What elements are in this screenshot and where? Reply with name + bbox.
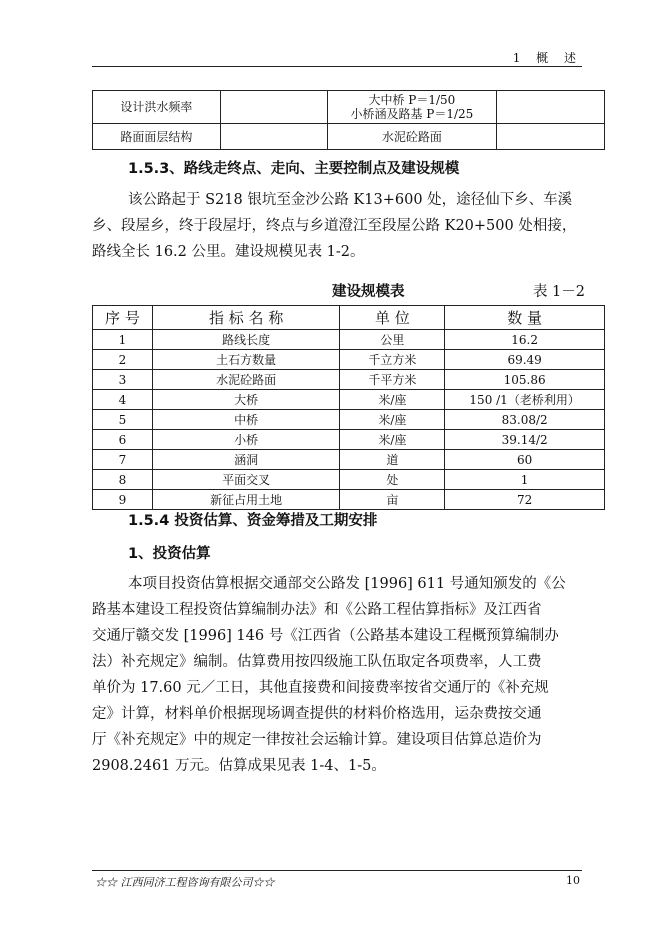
table-cell: 千平方米 — [340, 370, 445, 390]
table-cell: 涵洞 — [152, 450, 340, 470]
table-cell — [497, 91, 605, 124]
construction-scale-table — [92, 305, 605, 510]
footer-rule — [92, 870, 582, 871]
table-cell: 1 — [445, 470, 605, 490]
table-cell: 大桥 — [152, 390, 340, 410]
table-cell: 39.14/2 — [445, 430, 605, 450]
header-cell: 序 号 — [93, 306, 153, 330]
table-cell: 5 — [93, 410, 153, 430]
table-cell: 6 — [93, 430, 153, 450]
table-cell: 16.2 — [445, 330, 605, 350]
header-cell: 单 位 — [340, 306, 445, 330]
footer-company: ☆☆ 江西同济工程咨询有限公司☆☆ — [95, 876, 275, 889]
paragraph-line: 路线全长 16.2 公里。建设规模见表 1-2。 — [92, 244, 365, 260]
table-cell: 路线长度 — [152, 330, 340, 350]
table-cell: 150 /1（老桥利用） — [445, 390, 605, 410]
table-row — [93, 410, 605, 430]
table-cell: 1 — [93, 330, 153, 350]
design-standards-table — [92, 90, 605, 150]
header-cell: 数 量 — [445, 306, 605, 330]
table-cell: 千立方米 — [340, 350, 445, 370]
table-row — [93, 430, 605, 450]
table-cell: 亩 — [340, 490, 445, 510]
table-number: 表 1－2 — [532, 284, 585, 300]
page-number: 10 — [566, 874, 580, 887]
table-cell: 7 — [93, 450, 153, 470]
investment-paragraph-cont — [92, 597, 559, 779]
table-cell: 83.08/2 — [445, 410, 605, 430]
table-row — [93, 450, 605, 470]
table-header-row — [93, 306, 605, 330]
table-cell: 8 — [93, 470, 153, 490]
section-heading-153: 1.5.3、路线走终点、走向、主要控制点及建设规模 — [128, 161, 460, 177]
table-row — [93, 350, 605, 370]
table-cell: 105.86 — [445, 370, 605, 390]
chapter-header: 1 概 述 — [512, 51, 582, 65]
header-cell: 指 标 名 称 — [152, 306, 340, 330]
table-row — [93, 330, 605, 350]
paragraph-line: 厅《补充规定》中的规定一律按社会运输计算。建设项目估算总造价为 — [92, 732, 542, 748]
paragraph-line: 该公路起于 S218 银坑至金沙公路 K13+600 处，途径仙下乡、车溪 — [128, 192, 573, 208]
table-cell: 米/座 — [340, 390, 445, 410]
table-row — [93, 470, 605, 490]
paragraph-line: 路基本建设工程投资估算编制办法》和《公路工程估算指标》及江西省 — [92, 602, 542, 618]
table-caption — [92, 280, 605, 300]
table-cell: 米/座 — [340, 430, 445, 450]
paragraph-line: 乡、段屋乡，终于段屋圩，终点与乡道澄江至段屋公路 K20+500 处相接， — [92, 218, 577, 234]
table-cell: 道 — [340, 450, 445, 470]
table-cell: 处 — [340, 470, 445, 490]
table-cell: 新征占用土地 — [152, 490, 340, 510]
route-paragraph-cont — [92, 213, 576, 265]
cell-line: 大中桥 P＝1/50 — [368, 93, 456, 107]
table-row — [93, 370, 605, 390]
paragraph-line: 定》计算，材料单价根据现场调查提供的材料价格选用，运杂费按交通 — [92, 706, 542, 722]
table-cell: 小桥 — [152, 430, 340, 450]
subheading-investment: 1、投资估算 — [128, 546, 211, 562]
paragraph-line: 2908.2461 万元。估算成果见表 1-4、1-5。 — [92, 758, 386, 774]
table-cell — [220, 91, 327, 124]
route-paragraph — [128, 187, 572, 213]
table-cell: 69.49 — [445, 350, 605, 370]
table-cell: 9 — [93, 490, 153, 510]
paragraph-line: 交通厅赣交发 [1996] 146 号《江西省（公路基本建设工程概预算编制办 — [92, 628, 559, 644]
table-cell — [220, 124, 327, 150]
table-cell: 2 — [93, 350, 153, 370]
table-title: 建设规模表 — [332, 284, 405, 300]
table-row — [93, 124, 605, 150]
table-cell: 3 — [93, 370, 153, 390]
section-heading-154: 1.5.4 投资估算、资金筹措及工期安排 — [128, 513, 378, 529]
table-cell: 路面面层结构 — [93, 124, 221, 150]
table-cell: 米/座 — [340, 410, 445, 430]
table-cell: 土石方数量 — [152, 350, 340, 370]
paragraph-line: 法）补充规定》编制。估算费用按四级施工队伍取定各项费率，人工费 — [92, 654, 542, 670]
table-cell: 72 — [445, 490, 605, 510]
table-cell: 水泥砼路面 — [152, 370, 340, 390]
paragraph-line: 本项目投资估算根据交通部交公路发 [1996] 611 号通知颁发的《公 — [128, 576, 566, 592]
cell-line: 小桥涵及路基 P＝1/25 — [350, 107, 474, 121]
table-cell — [497, 124, 605, 150]
table-row — [93, 91, 605, 124]
table-cell: 水泥砼路面 — [327, 124, 497, 150]
table-cell: 中桥 — [152, 410, 340, 430]
header-rule — [92, 66, 582, 67]
table-cell: 平面交叉 — [152, 470, 340, 490]
table-row — [93, 390, 605, 410]
investment-paragraph — [128, 571, 566, 597]
table-cell: 公里 — [340, 330, 445, 350]
table-cell: 60 — [445, 450, 605, 470]
table-cell: 设计洪水频率 — [93, 91, 221, 124]
table-row — [93, 490, 605, 510]
table-cell — [327, 91, 497, 124]
table-cell: 4 — [93, 390, 153, 410]
paragraph-line: 单价为 17.60 元／工日，其他直接费和间接费率按省交通厅的《补充规 — [92, 680, 549, 696]
